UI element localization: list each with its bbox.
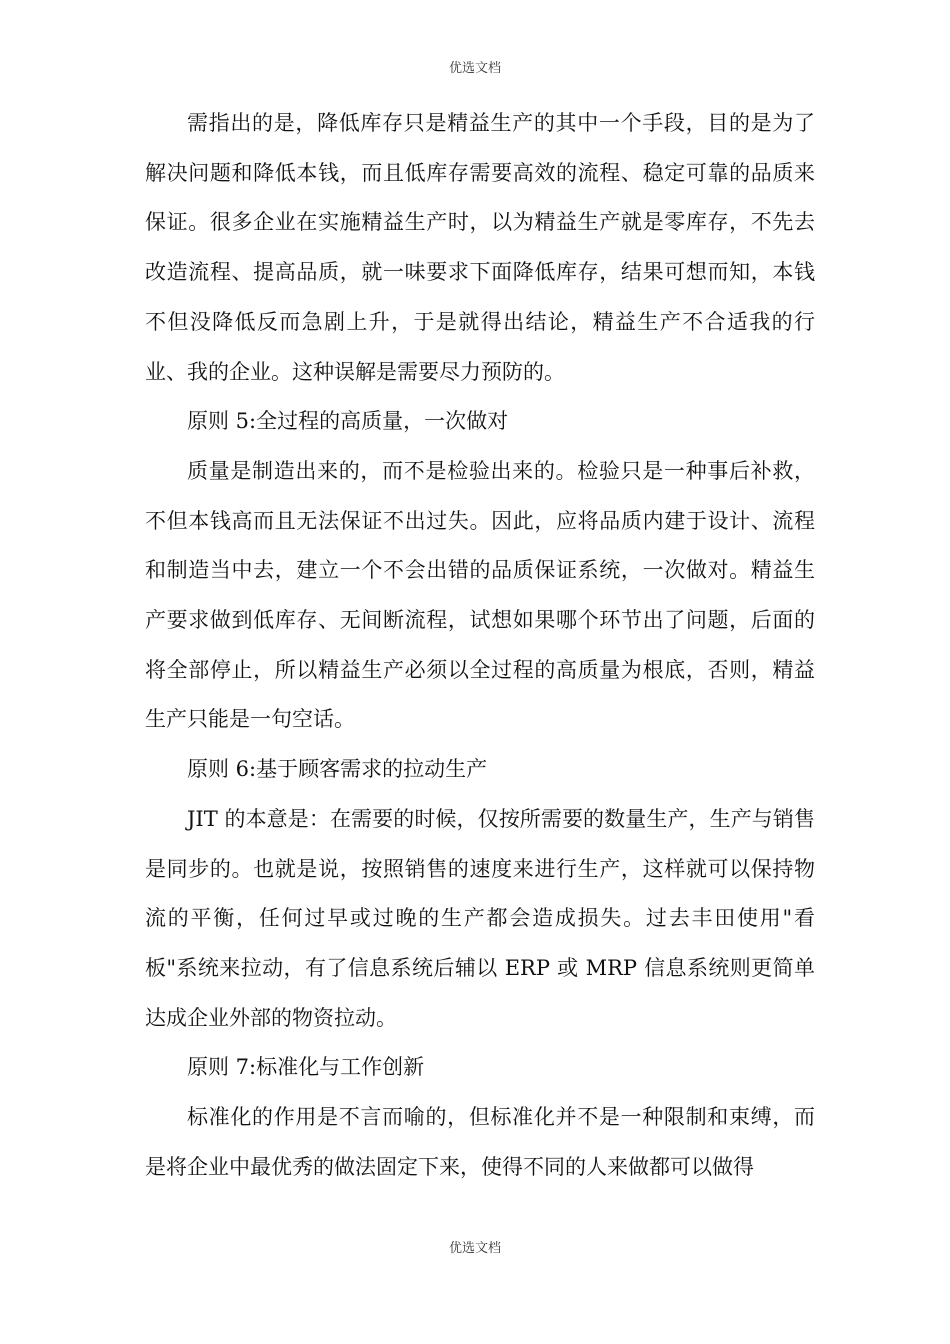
section-heading-principle-7: 原则 7:标准化与工作创新	[187, 1055, 425, 1080]
paragraph-inventory-note: 需指出的是，降低库存只是精益生产的其中一个手段，目的是为了解决问题和降低本钱，而且低库存需要高效的流程、稳定可靠的品质来保证。很多企业在实施精益生产时，以为精益生产就是零库存，不先去改造流程、提高品质，就一味要求下面降低库存，结果可想而知，本钱不但没降低反而急剧上升，于是就得出结论，精益生产不合适我的行业、我的企业。这种误解是需要尽力预防的。	[145, 111, 815, 384]
page-header: 优选文档	[448, 61, 501, 76]
paragraph-principle-7: 标准化的作用是不言而喻的，但标准化并不是一种限制和束缚，而是将企业中最优秀的做法固定下来，使得不同的人来做都可以做得	[145, 1105, 815, 1179]
page-footer: 优选文档	[448, 1241, 501, 1256]
section-heading-principle-6: 原则 6:基于顾客需求的拉动生产	[187, 757, 488, 782]
paragraph-principle-6: JIT 的本意是：在需要的时候，仅按所需要的数量生产，生产与销售是同步的。也就是说，按照销售的速度来进行生产，这样就可以保持物流的平衡，任何过早或过晚的生产都会造成损失。过去丰田使用"看板"系统来拉动，有了信息系统后辅以 ERP 或 MRP 信息系统则更简单达成企业外部的物资拉动。	[145, 806, 815, 1030]
section-heading-principle-5: 原则 5:全过程的高质量，一次做对	[187, 409, 509, 434]
document-body	[145, 99, 815, 1192]
paragraph-principle-5: 质量是制造出来的，而不是检验出来的。检验只是一种事后补救，不但本钱高而且无法保证不出过失。因此，应将品质内建于设计、流程和制造当中去，建立一个不会出错的品质保证系统，一次做对。精益生产要求做到低库存、无间断流程，试想如果哪个环节出了问题，后面的将全部停止，所以精益生产必须以全过程的高质量为根底，否则，精益生产只能是一句空话。	[145, 458, 815, 732]
